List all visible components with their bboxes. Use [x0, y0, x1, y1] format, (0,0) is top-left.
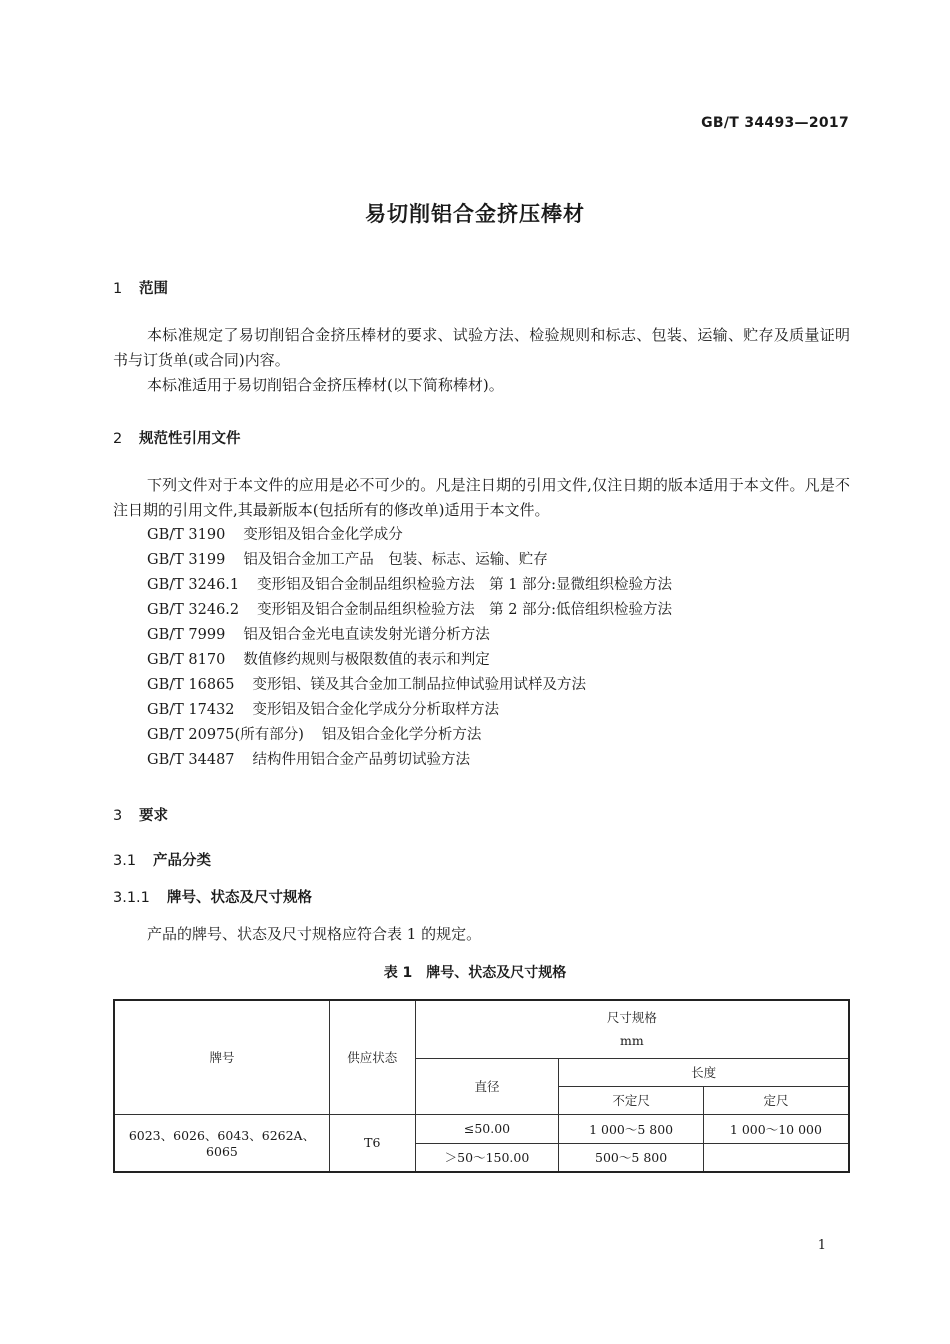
header-fixed-length: 定尺: [703, 1086, 849, 1114]
header-grade: 牌号: [114, 1000, 329, 1114]
section-title: 规范性引用文件: [139, 431, 241, 447]
cell-diameter: ≤50.00: [415, 1114, 559, 1143]
header-size-unit: mm: [619, 1033, 644, 1049]
reference-item: [147, 723, 672, 748]
reference-item: [147, 648, 672, 673]
header-random-length: 不定尺: [559, 1086, 704, 1114]
reference-code: GB/T 8170: [147, 652, 226, 668]
section-1-paragraph-2: [113, 373, 850, 398]
reference-title: 变形铝及铝合金化学成分分析取样方法: [252, 702, 500, 718]
reference-title: 铝及铝合金光电直读发射光谱分析方法: [243, 627, 490, 643]
paragraph-text: 本标准适用于易切削铝合金挤压棒材(以下简称棒材)。: [147, 376, 504, 394]
reference-title: 变形铝及铝合金制品组织检验方法 第 2 部分:低倍组织检验方法: [257, 602, 672, 618]
reference-title: 变形铝及铝合金制品组织检验方法 第 1 部分:显微组织检验方法: [257, 577, 672, 593]
reference-code: GB/T 16865: [147, 677, 235, 693]
reference-item: [147, 698, 672, 723]
paragraph-text: 下列文件对于本文件的应用是必不可少的。凡是注日期的引用文件,仅注日期的版本适用于本文件。凡是不注日期的引用文件,其最新版本(包括所有的修改单)适用于本文件。: [113, 476, 850, 519]
reference-item: [147, 623, 672, 648]
section-title: 要求: [139, 808, 168, 824]
reference-title: 变形铝、镁及其合金加工制品拉伸试验用试样及方法: [252, 677, 587, 693]
reference-title: 铝及铝合金加工产品 包装、标志、运输、贮存: [243, 552, 548, 568]
header-temper: 供应状态: [329, 1000, 415, 1114]
cell-grade: 6023、6026、6043、6262A、6065: [114, 1114, 329, 1172]
cell-fixed-length: 1 000～10 000: [703, 1114, 849, 1143]
reference-code: GB/T 34487: [147, 752, 235, 768]
section-number: 1: [113, 281, 123, 297]
paragraph-text: 本标准规定了易切削铝合金挤压棒材的要求、试验方法、检验规则和标志、包装、运输、贮存及质量证明书与订货单(或合同)内容。: [113, 326, 850, 369]
section-number: 3.1.1: [113, 890, 150, 906]
paragraph-text: 产品的牌号、状态及尺寸规格应符合表 1 的规定。: [147, 925, 482, 943]
reference-code: GB/T 17432: [147, 702, 235, 718]
reference-item: [147, 598, 672, 623]
reference-item: [147, 673, 672, 698]
table-1: [113, 999, 850, 1173]
reference-item: [147, 748, 672, 773]
section-title: 牌号、状态及尺寸规格: [167, 890, 312, 906]
section-3-1-heading: [113, 849, 211, 870]
cell-random-length: 500～5 800: [559, 1143, 704, 1172]
reference-code: GB/T 7999: [147, 627, 226, 643]
reference-item: [147, 573, 672, 598]
standard-code: GB/T 34493—2017: [701, 115, 849, 131]
reference-code: GB/T 3246.1: [147, 577, 240, 593]
section-title: 范围: [139, 281, 168, 297]
header-size: [415, 1000, 849, 1058]
document-title: 易切削铝合金挤压棒材: [365, 202, 585, 226]
section-3-heading: [113, 804, 168, 825]
cell-temper: T6: [329, 1114, 415, 1172]
table-row: [114, 1114, 849, 1143]
section-3-1-1-paragraph: [113, 922, 850, 947]
section-1-heading: [113, 277, 168, 298]
reference-code: GB/T 3246.2: [147, 602, 240, 618]
section-number: 2: [113, 431, 123, 447]
reference-title: 数值修约规则与极限数值的表示和判定: [243, 652, 490, 668]
table-1-caption: 表 1 牌号、状态及尺寸规格: [383, 965, 567, 981]
reference-code: GB/T 20975(所有部分): [147, 727, 304, 743]
cell-fixed-length: [703, 1143, 849, 1172]
reference-code: GB/T 3199: [147, 552, 226, 568]
section-number: 3.1: [113, 853, 137, 869]
section-3-1-1-heading: [113, 886, 312, 907]
normative-reference-list: [147, 523, 672, 773]
page-number: 1: [817, 1238, 826, 1253]
reference-title: 结构件用铝合金产品剪切试验方法: [252, 752, 471, 768]
reference-item: [147, 548, 672, 573]
section-title: 产品分类: [153, 853, 211, 869]
section-1-paragraph-1: [113, 323, 850, 373]
reference-title: 铝及铝合金化学分析方法: [321, 727, 482, 743]
reference-code: GB/T 3190: [147, 527, 226, 543]
cell-random-length: 1 000～5 800: [559, 1114, 704, 1143]
header-size-label: 尺寸规格: [606, 1010, 657, 1026]
cell-diameter: ＞50～150.00: [415, 1143, 559, 1172]
section-2-paragraph-1: [113, 473, 850, 523]
header-length: 长度: [559, 1058, 849, 1086]
header-diameter: 直径: [415, 1058, 559, 1114]
section-number: 3: [113, 808, 123, 824]
reference-title: 变形铝及铝合金化学成分: [243, 527, 403, 543]
section-2-heading: [113, 427, 241, 448]
reference-item: [147, 523, 672, 548]
